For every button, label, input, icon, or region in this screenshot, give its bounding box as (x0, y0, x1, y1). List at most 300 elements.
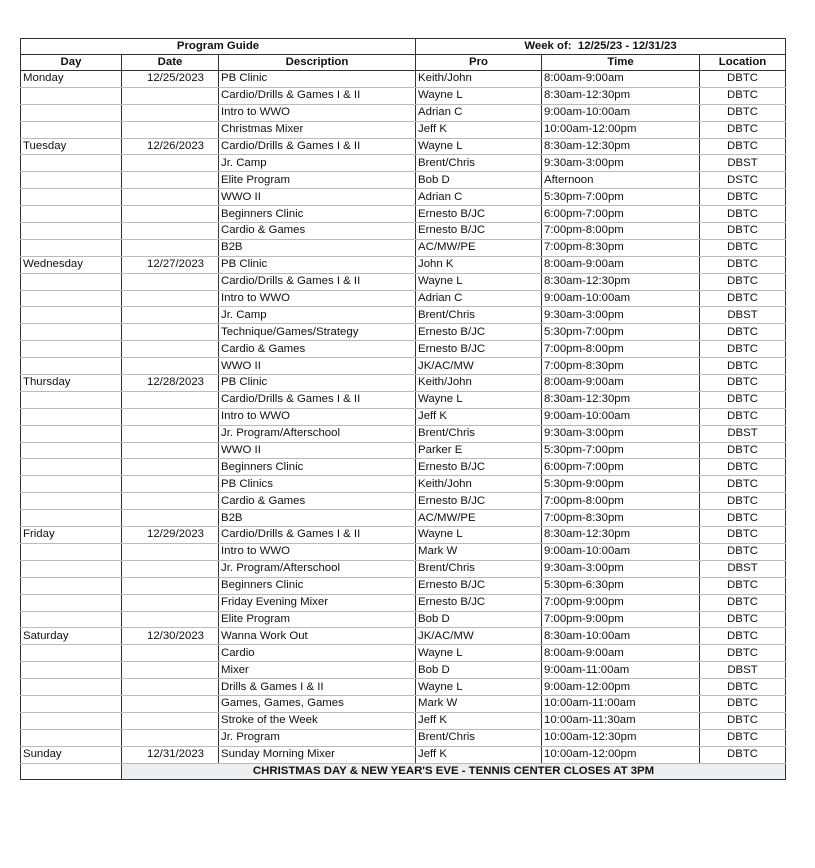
time-cell: 9:30am-3:00pm (542, 425, 700, 442)
location-cell: DBTC (700, 645, 786, 662)
description-cell: Games, Games, Games (219, 695, 416, 712)
time-cell: 9:00am-11:00am (542, 662, 700, 679)
location-cell: DBTC (700, 104, 786, 121)
pro-cell: Jeff K (416, 408, 542, 425)
day-cell (21, 442, 122, 459)
description-cell: Cardio & Games (219, 341, 416, 358)
table-row (21, 662, 786, 679)
date-cell (122, 510, 219, 527)
description-cell: Cardio/Drills & Games I & II (219, 138, 416, 155)
time-cell: 9:30am-3:00pm (542, 560, 700, 577)
date-cell (122, 645, 219, 662)
date-cell (122, 87, 219, 104)
location-cell: DBTC (700, 408, 786, 425)
table-row (21, 87, 786, 104)
title-row (21, 39, 786, 55)
description-cell: Intro to WWO (219, 104, 416, 121)
table-row (21, 611, 786, 628)
time-cell: 8:00am-9:00am (542, 256, 700, 273)
location-cell: DBTC (700, 510, 786, 527)
pro-cell: Wayne L (416, 87, 542, 104)
location-cell: DBTC (700, 746, 786, 763)
location-cell: DBTC (700, 527, 786, 544)
description-cell: Cardio/Drills & Games I & II (219, 87, 416, 104)
pro-cell: Adrian C (416, 104, 542, 121)
date-cell: 12/26/2023 (122, 138, 219, 155)
time-cell: 8:30am-12:30pm (542, 138, 700, 155)
date-cell: 12/27/2023 (122, 256, 219, 273)
table-row (21, 375, 786, 392)
table-row (21, 290, 786, 307)
table-row (21, 408, 786, 425)
location-cell: DBTC (700, 695, 786, 712)
location-cell: DBTC (700, 206, 786, 223)
pro-cell: Parker E (416, 442, 542, 459)
pro-cell: Ernesto B/JC (416, 594, 542, 611)
pro-cell: Keith/John (416, 71, 542, 88)
description-cell: PB Clinics (219, 476, 416, 493)
program-guide-sheet (20, 38, 785, 780)
pro-cell: Wayne L (416, 527, 542, 544)
pro-cell: Adrian C (416, 189, 542, 206)
day-cell (21, 239, 122, 256)
location-cell: DBTC (700, 121, 786, 138)
table-row (21, 594, 786, 611)
time-cell: 5:30pm-7:00pm (542, 324, 700, 341)
day-cell (21, 679, 122, 696)
table-row (21, 493, 786, 510)
day-cell (21, 695, 122, 712)
table-row (21, 527, 786, 544)
description-cell: Beginners Clinic (219, 459, 416, 476)
date-cell (122, 172, 219, 189)
time-cell: 8:00am-9:00am (542, 71, 700, 88)
location-cell: DBTC (700, 476, 786, 493)
description-cell: Stroke of the Week (219, 712, 416, 729)
table-row (21, 543, 786, 560)
location-cell: DBTC (700, 679, 786, 696)
date-cell (122, 611, 219, 628)
table-row (21, 155, 786, 172)
pro-cell: Ernesto B/JC (416, 223, 542, 240)
column-header-row (21, 55, 786, 71)
description-cell: Friday Evening Mixer (219, 594, 416, 611)
day-cell (21, 476, 122, 493)
time-cell: 7:00pm-9:00pm (542, 611, 700, 628)
location-cell: DBTC (700, 87, 786, 104)
description-cell: Jr. Camp (219, 155, 416, 172)
pro-cell: Adrian C (416, 290, 542, 307)
description-cell: Mixer (219, 662, 416, 679)
location-cell: DBTC (700, 189, 786, 206)
date-cell (122, 476, 219, 493)
day-cell (21, 577, 122, 594)
date-cell (122, 577, 219, 594)
location-cell: DBTC (700, 543, 786, 560)
description-cell: Jr. Camp (219, 307, 416, 324)
date-cell (122, 442, 219, 459)
col-header-time: Time (542, 55, 700, 71)
day-cell (21, 712, 122, 729)
location-cell: DBST (700, 560, 786, 577)
description-cell: WWO II (219, 189, 416, 206)
day-cell (21, 273, 122, 290)
day-cell (21, 594, 122, 611)
description-cell: Elite Program (219, 611, 416, 628)
date-cell (122, 206, 219, 223)
time-cell: 8:00am-9:00am (542, 375, 700, 392)
day-cell (21, 459, 122, 476)
description-cell: Jr. Program/Afterschool (219, 425, 416, 442)
description-cell: Jr. Program/Afterschool (219, 560, 416, 577)
closing-notice: CHRISTMAS DAY & NEW YEAR'S EVE - TENNIS CENTER CLOSES AT 3PM (122, 763, 786, 780)
table-row (21, 729, 786, 746)
day-cell: Friday (21, 527, 122, 544)
date-cell: 12/25/2023 (122, 71, 219, 88)
location-cell: DBST (700, 155, 786, 172)
time-cell: 8:30am-12:30pm (542, 527, 700, 544)
description-cell: WWO II (219, 442, 416, 459)
time-cell: 7:00pm-8:00pm (542, 493, 700, 510)
description-cell: Technique/Games/Strategy (219, 324, 416, 341)
description-cell: B2B (219, 239, 416, 256)
day-cell: Wednesday (21, 256, 122, 273)
date-cell (122, 679, 219, 696)
pro-cell: Ernesto B/JC (416, 206, 542, 223)
time-cell: 6:00pm-7:00pm (542, 206, 700, 223)
description-cell: Jr. Program (219, 729, 416, 746)
time-cell: 10:00am-11:00am (542, 695, 700, 712)
table-row (21, 358, 786, 375)
time-cell: 10:00am-11:30am (542, 712, 700, 729)
time-cell: 8:30am-10:00am (542, 628, 700, 645)
day-cell (21, 645, 122, 662)
time-cell: 10:00am-12:00pm (542, 746, 700, 763)
time-cell: 7:00pm-8:30pm (542, 239, 700, 256)
pro-cell: AC/MW/PE (416, 510, 542, 527)
col-header-description: Description (219, 55, 416, 71)
location-cell: DBTC (700, 138, 786, 155)
location-cell: DBTC (700, 493, 786, 510)
time-cell: 9:00am-12:00pm (542, 679, 700, 696)
time-cell: 5:30pm-7:00pm (542, 442, 700, 459)
table-row (21, 172, 786, 189)
pro-cell: JK/AC/MW (416, 358, 542, 375)
pro-cell: Jeff K (416, 712, 542, 729)
location-cell: DBTC (700, 594, 786, 611)
table-row (21, 695, 786, 712)
time-cell: 7:00pm-8:30pm (542, 510, 700, 527)
closing-notice-row (21, 763, 786, 780)
description-cell: PB Clinic (219, 375, 416, 392)
description-cell: B2B (219, 510, 416, 527)
program-guide-title: Program Guide (21, 39, 416, 55)
location-cell: DBTC (700, 273, 786, 290)
table-row (21, 71, 786, 88)
table-row (21, 239, 786, 256)
pro-cell: Ernesto B/JC (416, 459, 542, 476)
pro-cell: Mark W (416, 695, 542, 712)
location-cell: DBTC (700, 290, 786, 307)
week-of (416, 39, 786, 55)
pro-cell: Brent/Chris (416, 729, 542, 746)
week-range: 12/25/23 - 12/31/23 (577, 40, 677, 52)
date-cell: 12/28/2023 (122, 375, 219, 392)
date-cell (122, 189, 219, 206)
pro-cell: Wayne L (416, 138, 542, 155)
table-row (21, 476, 786, 493)
table-row (21, 223, 786, 240)
pro-cell: Wayne L (416, 391, 542, 408)
table-row (21, 104, 786, 121)
date-cell (122, 324, 219, 341)
description-cell: Cardio/Drills & Games I & II (219, 273, 416, 290)
time-cell: 9:00am-10:00am (542, 408, 700, 425)
day-cell: Sunday (21, 746, 122, 763)
pro-cell: Brent/Chris (416, 425, 542, 442)
location-cell: DBTC (700, 577, 786, 594)
date-cell (122, 543, 219, 560)
table-row (21, 746, 786, 763)
pro-cell: Keith/John (416, 476, 542, 493)
date-cell (122, 273, 219, 290)
day-cell: Thursday (21, 375, 122, 392)
pro-cell: Bob D (416, 662, 542, 679)
description-cell: Intro to WWO (219, 290, 416, 307)
table-row (21, 307, 786, 324)
date-cell (122, 425, 219, 442)
description-cell: Intro to WWO (219, 408, 416, 425)
day-cell (21, 307, 122, 324)
time-cell: 8:30am-12:30pm (542, 391, 700, 408)
location-cell: DBTC (700, 729, 786, 746)
location-cell: DBTC (700, 341, 786, 358)
location-cell: DBTC (700, 324, 786, 341)
day-cell (21, 358, 122, 375)
pro-cell: JK/AC/MW (416, 628, 542, 645)
location-cell: DBST (700, 307, 786, 324)
location-cell: DBTC (700, 712, 786, 729)
description-cell: Beginners Clinic (219, 206, 416, 223)
schedule-table (20, 38, 786, 780)
description-cell: Wanna Work Out (219, 628, 416, 645)
table-row (21, 645, 786, 662)
description-cell: Cardio (219, 645, 416, 662)
col-header-date: Date (122, 55, 219, 71)
pro-cell: Ernesto B/JC (416, 324, 542, 341)
time-cell: 8:30am-12:30pm (542, 273, 700, 290)
time-cell: 8:30am-12:30pm (542, 87, 700, 104)
pro-cell: Jeff K (416, 121, 542, 138)
day-cell (21, 408, 122, 425)
table-row (21, 425, 786, 442)
table-row (21, 273, 786, 290)
day-cell (21, 87, 122, 104)
description-cell: Intro to WWO (219, 543, 416, 560)
pro-cell: Ernesto B/JC (416, 493, 542, 510)
date-cell (122, 729, 219, 746)
pro-cell: Wayne L (416, 679, 542, 696)
col-header-pro: Pro (416, 55, 542, 71)
description-cell: PB Clinic (219, 71, 416, 88)
date-cell (122, 408, 219, 425)
description-cell: Cardio/Drills & Games I & II (219, 391, 416, 408)
location-cell: DBTC (700, 391, 786, 408)
table-row (21, 391, 786, 408)
table-row (21, 341, 786, 358)
time-cell: 9:00am-10:00am (542, 290, 700, 307)
pro-cell: Bob D (416, 611, 542, 628)
day-cell (21, 543, 122, 560)
description-cell: Elite Program (219, 172, 416, 189)
location-cell: DSTC (700, 172, 786, 189)
time-cell: 7:00pm-9:00pm (542, 594, 700, 611)
pro-cell: Wayne L (416, 273, 542, 290)
date-cell (122, 493, 219, 510)
date-cell (122, 459, 219, 476)
date-cell (122, 223, 219, 240)
date-cell (122, 358, 219, 375)
day-cell (21, 155, 122, 172)
description-cell: PB Clinic (219, 256, 416, 273)
col-header-day: Day (21, 55, 122, 71)
day-cell (21, 341, 122, 358)
description-cell: Cardio & Games (219, 223, 416, 240)
description-cell: Cardio & Games (219, 493, 416, 510)
time-cell: 10:00am-12:30pm (542, 729, 700, 746)
pro-cell: Bob D (416, 172, 542, 189)
time-cell: 9:00am-10:00am (542, 543, 700, 560)
day-cell: Saturday (21, 628, 122, 645)
time-cell: 9:30am-3:00pm (542, 155, 700, 172)
location-cell: DBTC (700, 459, 786, 476)
date-cell (122, 695, 219, 712)
time-cell: 6:00pm-7:00pm (542, 459, 700, 476)
pro-cell: Keith/John (416, 375, 542, 392)
location-cell: DBTC (700, 611, 786, 628)
date-cell (122, 290, 219, 307)
time-cell: 7:00pm-8:00pm (542, 341, 700, 358)
day-cell (21, 662, 122, 679)
date-cell: 12/29/2023 (122, 527, 219, 544)
date-cell (122, 341, 219, 358)
table-row (21, 560, 786, 577)
date-cell (122, 155, 219, 172)
day-cell (21, 290, 122, 307)
time-cell: 5:30pm-9:00pm (542, 476, 700, 493)
day-cell: Tuesday (21, 138, 122, 155)
location-cell: DBST (700, 425, 786, 442)
location-cell: DBTC (700, 375, 786, 392)
date-cell: 12/30/2023 (122, 628, 219, 645)
date-cell (122, 560, 219, 577)
location-cell: DBTC (700, 223, 786, 240)
time-cell: 9:30am-3:00pm (542, 307, 700, 324)
table-row (21, 459, 786, 476)
table-row (21, 189, 786, 206)
table-row (21, 121, 786, 138)
description-cell: Drills & Games I & II (219, 679, 416, 696)
pro-cell: Brent/Chris (416, 155, 542, 172)
pro-cell: Brent/Chris (416, 560, 542, 577)
day-cell (21, 223, 122, 240)
table-row (21, 628, 786, 645)
table-row (21, 324, 786, 341)
pro-cell: Brent/Chris (416, 307, 542, 324)
day-cell (21, 206, 122, 223)
table-row (21, 510, 786, 527)
location-cell: DBTC (700, 628, 786, 645)
pro-cell: AC/MW/PE (416, 239, 542, 256)
description-cell: WWO II (219, 358, 416, 375)
date-cell (122, 104, 219, 121)
day-cell (21, 324, 122, 341)
description-cell: Christmas Mixer (219, 121, 416, 138)
location-cell: DBTC (700, 256, 786, 273)
table-row (21, 679, 786, 696)
date-cell (122, 594, 219, 611)
date-cell: 12/31/2023 (122, 746, 219, 763)
schedule-body (21, 39, 786, 780)
time-cell: 5:30pm-7:00pm (542, 189, 700, 206)
day-cell (21, 729, 122, 746)
footer-blank-cell (21, 763, 122, 780)
day-cell (21, 510, 122, 527)
table-row (21, 138, 786, 155)
date-cell (122, 307, 219, 324)
date-cell (122, 239, 219, 256)
day-cell (21, 493, 122, 510)
day-cell (21, 121, 122, 138)
table-row (21, 206, 786, 223)
table-row (21, 256, 786, 273)
pro-cell: Ernesto B/JC (416, 577, 542, 594)
day-cell (21, 189, 122, 206)
pro-cell: John K (416, 256, 542, 273)
description-cell: Beginners Clinic (219, 577, 416, 594)
pro-cell: Ernesto B/JC (416, 341, 542, 358)
location-cell: DBTC (700, 71, 786, 88)
week-label: Week of: (524, 40, 572, 52)
date-cell (122, 391, 219, 408)
time-cell: 9:00am-10:00am (542, 104, 700, 121)
pro-cell: Wayne L (416, 645, 542, 662)
time-cell: 7:00pm-8:00pm (542, 223, 700, 240)
time-cell: 10:00am-12:00pm (542, 121, 700, 138)
location-cell: DBTC (700, 239, 786, 256)
table-row (21, 577, 786, 594)
day-cell: Monday (21, 71, 122, 88)
pro-cell: Mark W (416, 543, 542, 560)
table-row (21, 712, 786, 729)
date-cell (122, 662, 219, 679)
location-cell: DBTC (700, 442, 786, 459)
description-cell: Cardio/Drills & Games I & II (219, 527, 416, 544)
table-row (21, 442, 786, 459)
date-cell (122, 712, 219, 729)
day-cell (21, 560, 122, 577)
description-cell: Sunday Morning Mixer (219, 746, 416, 763)
location-cell: DBTC (700, 358, 786, 375)
day-cell (21, 391, 122, 408)
day-cell (21, 104, 122, 121)
day-cell (21, 172, 122, 189)
time-cell: 7:00pm-8:30pm (542, 358, 700, 375)
col-header-location: Location (700, 55, 786, 71)
location-cell: DBST (700, 662, 786, 679)
pro-cell: Jeff K (416, 746, 542, 763)
time-cell: 8:00am-9:00am (542, 645, 700, 662)
